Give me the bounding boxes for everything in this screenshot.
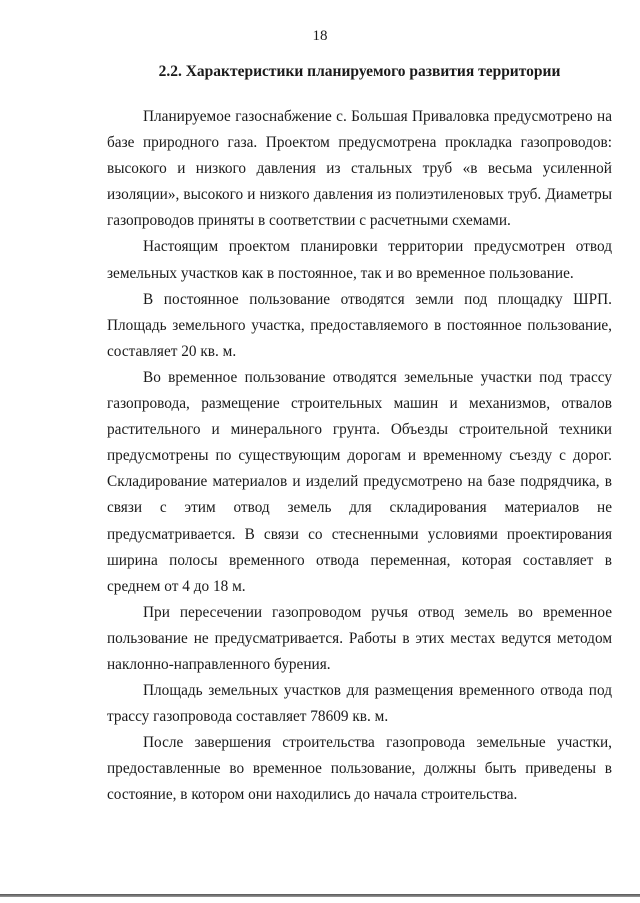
text-line: Во временное пользование отводятся земельные участки под трассу	[143, 368, 612, 386]
paragraph	[107, 104, 612, 234]
document-body	[107, 104, 612, 809]
bottom-rule	[0, 894, 640, 897]
paragraph	[107, 287, 612, 365]
text-line: ширина полосы временного отвода переменная, которая составляет в	[107, 551, 612, 569]
text-line: трассу газопровода составляет 78609 кв. м.	[107, 708, 389, 726]
text-line: При пересечении газопроводом ручья отвод земель во временное	[143, 603, 612, 621]
text-line: В постоянное пользование отводятся земли под площадку ШРП.	[143, 290, 612, 308]
text-line: газопроводов приняты в соответствии с расчетными схемами.	[107, 212, 511, 230]
text-line: земельных участков как в постоянное, так и во временное пользование.	[107, 264, 574, 282]
text-line: Планируемое газоснабжение с. Большая Приваловка предусмотрено на	[143, 108, 612, 125]
text-line: среднем от 4 до 18 м.	[107, 577, 246, 595]
text-line: предоставленные во временное пользование, должны быть приведены в	[107, 760, 612, 778]
text-line: базе природного газа. Проектом предусмотрена прокладка газопроводов:	[107, 134, 612, 152]
text-line: предусмотрены по существующим дорогам и временному съезду с дорог.	[107, 447, 612, 465]
text-line: Настоящим проектом планировки территории предусмотрен отвод	[143, 238, 612, 256]
text-line: пользование не предусматривается. Работы в этих местах ведутся методом	[107, 629, 612, 647]
section-heading: 2.2. Характеристики планируемого развития территории	[158, 63, 561, 80]
text-line: растительного и минерального грунта. Объезды строительной техники	[107, 421, 612, 439]
text-line: Складирование материалов и изделий предусмотрено на базе подрядчика, в	[107, 473, 612, 491]
text-line: предусматривается. В связи со стесненными условиями проектирования	[107, 525, 612, 543]
text-line: Площадь земельного участка, предоставляемого в постоянное пользование,	[107, 316, 612, 334]
text-line: изоляции», высокого и низкого давления из полиэтиленовых труб. Диаметры	[107, 186, 612, 204]
paragraph	[107, 234, 612, 286]
text-line: газопровода, размещение строительных машин и механизмов, отвалов	[107, 395, 612, 413]
paragraph	[107, 600, 612, 678]
paragraph	[107, 730, 612, 808]
paragraph	[107, 678, 612, 730]
text-line: После завершения строительства газопровода земельные участки,	[143, 734, 612, 752]
paragraph	[107, 365, 612, 600]
text-line: связи с этим отвод земель для складирования материалов не	[107, 499, 612, 517]
text-line: Площадь земельных участков для размещения временного отвода под	[143, 682, 612, 700]
text-line: составляет 20 кв. м.	[107, 342, 237, 360]
page-number: 18	[312, 28, 328, 44]
text-line: состояние, в котором они находились до начала строительства.	[107, 786, 518, 804]
text-line: наклонно-направленного бурения.	[107, 655, 331, 673]
text-line: высокого и низкого давления из стальных труб «в весьма усиленной	[107, 160, 612, 178]
